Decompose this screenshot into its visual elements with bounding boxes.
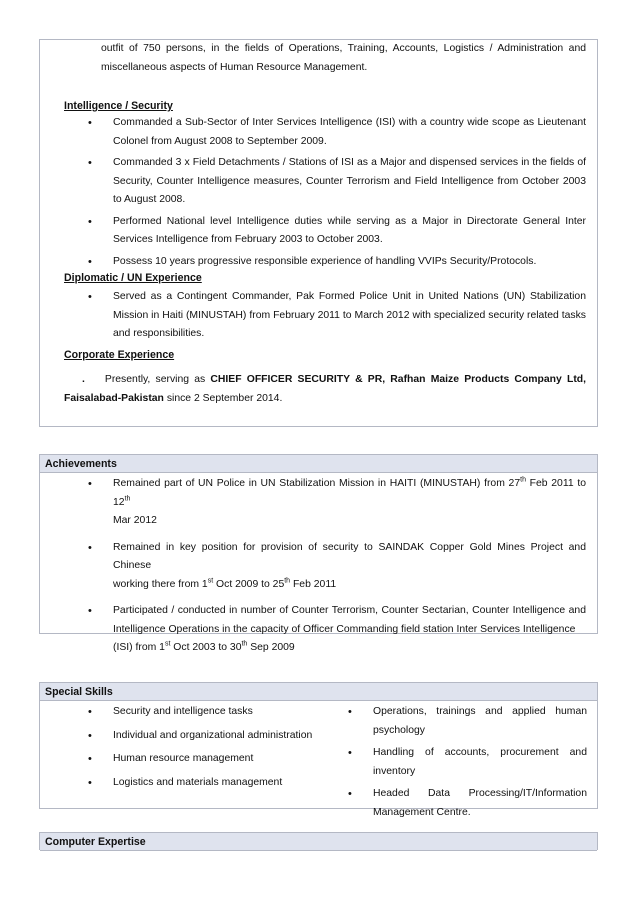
special-skills-section <box>39 682 598 818</box>
bullet-icon: • <box>348 747 352 759</box>
achievements-title: Achievements <box>40 455 597 473</box>
continuation-text: outfit of 750 persons, in the fields of Operations, Training, Accounts, Logistics / Administration and miscellaneous aspects of Human Resource Management. <box>101 43 586 73</box>
list-item: • Performed National level Intelligence duties while serving as a Major in Directorate General Inter Services Intelligence from February 2003 to October 2003. <box>64 213 586 250</box>
bullet-icon: • <box>88 776 92 789</box>
computer-expertise-title: Computer Expertise <box>40 833 597 851</box>
list-item: • Remained in key position for provision of security to SAINDAK Copper Gold Mines Project and Chinese working there from 1st Oct 2009 to 25th Feb 2011 <box>64 539 586 595</box>
list-item: • Commanded 3 x Field Detachments / Stations of ISI as a Major and dispensed services in the fields of Security, Counter Intelligence measures, Counter Terrorism and Field Intelligence from October 2003 to August 2008. <box>64 154 586 210</box>
achievements-list <box>64 475 586 658</box>
intel-heading: Intelligence / Security <box>64 100 173 112</box>
bullet-icon: • <box>88 478 92 490</box>
bullet-icon: • <box>88 753 92 765</box>
list-item: • Commanded a Sub-Sector of Inter Services Intelligence (ISI) with a country wide scope as Lieutenant Colonel from August 2008 to September 2009. <box>64 114 586 151</box>
list-item: • Security and intelligence tasks <box>64 703 326 727</box>
bullet-icon: • <box>88 541 92 554</box>
corporate-heading: Corporate Experience <box>64 349 175 361</box>
diplomatic-heading: Diplomatic / UN Experience <box>64 272 202 284</box>
bullet-icon: • <box>88 117 92 129</box>
special-skills-title: Special Skills <box>40 683 597 701</box>
bullet-icon: • <box>88 157 92 169</box>
intel-list <box>64 114 586 271</box>
skills-left-column <box>64 703 326 797</box>
diplomatic-list <box>64 288 586 344</box>
experience-section <box>39 39 598 427</box>
list-item: • Participated / conducted in number of Counter Terrorism, Counter Sectarian, Counter Intelligence and Intelligence Operations in the capacity of Officer Commanding field station Inter Services Intelligence (ISI) from 1st Oct 2003 to 30th Sep 2009 <box>64 602 586 658</box>
bullet-icon: • <box>88 706 92 718</box>
bullet-icon: • <box>88 729 92 742</box>
list-item: • Served as a Contingent Commander, Pak Formed Police Unit in United Nations (UN) Stabilization Mission in Haiti (MINUSTAH) from February 2011 to March 2012 with specialized security related tasks and responsibilities. <box>64 288 586 344</box>
bullet-icon: • <box>348 706 352 718</box>
bullet-icon: • <box>348 788 352 800</box>
corporate-text: . Presently, serving as CHIEF OFFICER SECURITY & PR, Rafhan Maize Products Company Ltd, Faisalabad-Pakistan since 2 September 2014. <box>64 374 587 404</box>
list-item: • Operations, trainings and applied human psychology <box>324 703 587 740</box>
list-item: • Logistics and materials management <box>64 774 326 798</box>
list-item: • Headed Data Processing/IT/Information Management Centre. <box>324 785 587 822</box>
computer-expertise-section <box>39 832 598 850</box>
skills-right-column <box>324 703 587 822</box>
bullet-icon: • <box>88 215 92 228</box>
list-item: • Possess 10 years progressive responsible experience of handling VVIPs Security/Protocols. <box>64 253 586 272</box>
list-item: • Human resource management <box>64 750 326 774</box>
list-item: • Handling of accounts, procurement and inventory <box>324 744 587 781</box>
achievements-section <box>39 454 598 653</box>
bullet-icon: • <box>88 605 92 617</box>
bullet-icon: • <box>88 255 92 268</box>
list-item: • Individual and organizational administration <box>64 727 326 751</box>
bullet-icon: • <box>88 291 92 303</box>
list-item: • Remained part of UN Police in UN Stabilization Mission in HAITI (MINUSTAH) from 27th Feb 2011 to 12th Mar 2012 <box>88 476 586 526</box>
